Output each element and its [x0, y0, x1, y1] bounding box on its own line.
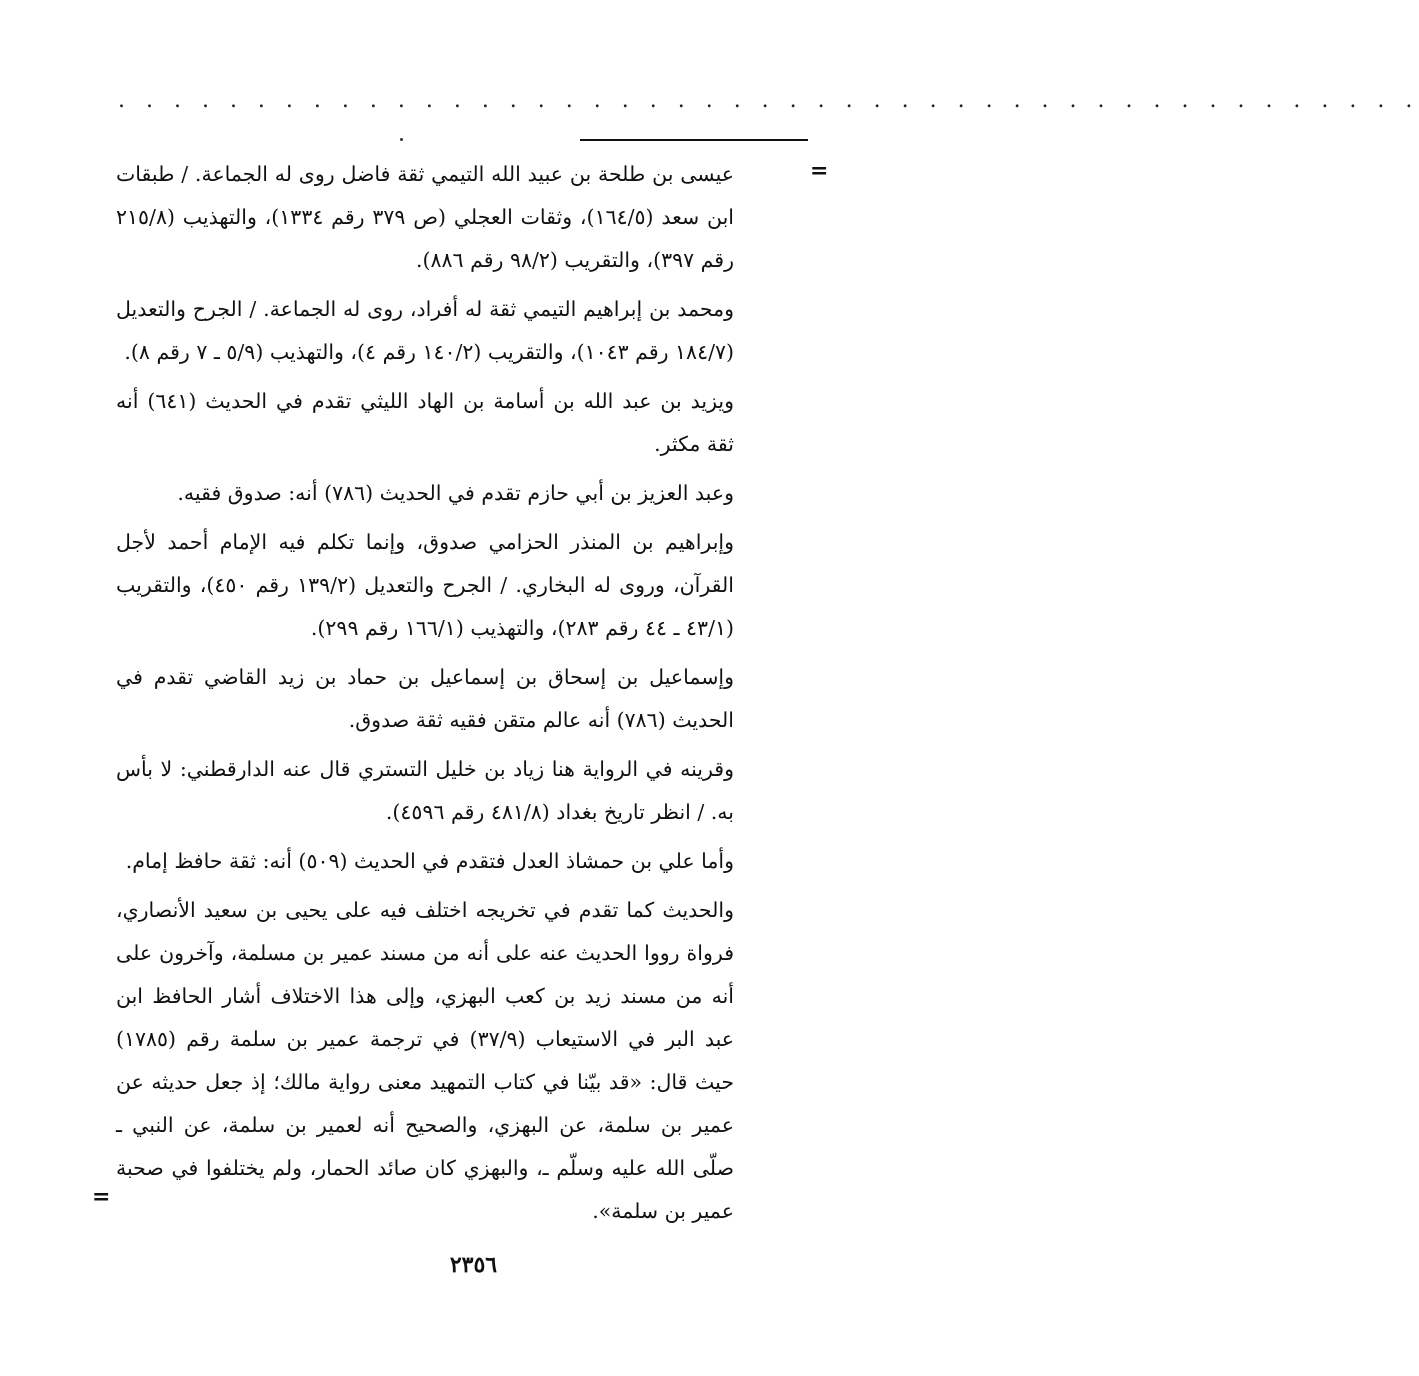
paragraph: عيسى بن طلحة بن عبيد الله التيمي ثقة فاضل روى له الجماعة. / طبقات ابن سعد (١٦٤/٥)، وثقات العجلي (ص ٣٧٩ رقم ١٣٣٤)، والتهذيب (٢١٥/٨ رقم ٣٩٧)، والتقريب (٩٨/٢ رقم ٨٨٦). — [116, 162, 734, 272]
paragraph: وقرينه في الرواية هنا زياد بن خليل التستري قال عنه الدارقطني: لا بأس به. / انظر تاريخ بغداد (٤٨١/٨ رقم ٤٥٩٦). — [116, 757, 734, 824]
footnote-text — [116, 153, 734, 1239]
dotted-separator: . . . . . . . . . . . . . . . . . . . . . . . . . . . . . . . . . . . . . . . . . . . . . . . — [118, 88, 1419, 113]
footnote-separator-line — [580, 139, 808, 141]
paragraph: ويزيد بن عبد الله بن أسامة بن الهاد الليثي تقدم في الحديث (٦٤١) أنه ثقة مكثر. — [116, 389, 734, 456]
page-number: ٢٣٥٦ — [449, 1252, 498, 1278]
paragraph: وأما علي بن حمشاذ العدل فتقدم في الحديث (٥٠٩) أنه: ثقة حافظ إمام. — [125, 849, 734, 873]
paragraph: والحديث كما تقدم في تخريجه اختلف فيه على يحيى بن سعيد الأنصاري، فرواة رووا الحديث عنه على أنه من مسند عمير بن مسلمة، وآخرون على أنه من مسند زيد بن كعب البهزي، وإلى هذا الاختلاف أشار الحافظ ابن عبد البر في الاستيعاب (٣٧/٩) في ترجمة عمير بن سلمة رقم (١٧٨٥) حيث قال: «قد بيّنا في كتاب التمهيد معنى رواية مالك؛ إذ جعل حديثه عن عمير بن سلمة، عن البهزي، والصحيح أنه لعمير بن سلمة، عن النبي ـ صلّى الله عليه وسلّم ـ، والبهزي كان صائد الحمار، ولم يختلفوا في صحبة عمير بن سلمة». — [116, 898, 734, 1223]
paragraph: وعبد العزيز بن أبي حازم تقدم في الحديث (٧٨٦) أنه: صدوق فقيه. — [177, 481, 734, 505]
continuation-mark-top: = — [810, 158, 829, 184]
scan-speck — [400, 138, 403, 141]
paragraph: وإبراهيم بن المنذر الحزامي صدوق، وإنما تكلم فيه الإمام أحمد لأجل القرآن، وروى له البخاري. / الجرح والتعديل (١٣٩/٢ رقم ٤٥٠)، والتقريب (٤٣/١ ـ ٤٤ رقم ٢٨٣)، والتهذيب (١٦٦/١ رقم ٢٩٩). — [116, 530, 734, 640]
continuation-mark-bottom: = — [92, 1184, 111, 1210]
paragraph: ومحمد بن إبراهيم التيمي ثقة له أفراد، روى له الجماعة. / الجرح والتعديل (١٨٤/٧ رقم ١٠٤٣)، والتقريب (١٤٠/٢ رقم ٤)، والتهذيب (٥/٩ ـ ٧ رقم ٨). — [116, 297, 734, 364]
paragraph: وإسماعيل بن إسحاق بن إسماعيل بن حماد بن زيد القاضي تقدم في الحديث (٧٨٦) أنه عالم متقن فقيه ثقة صدوق. — [116, 665, 734, 732]
